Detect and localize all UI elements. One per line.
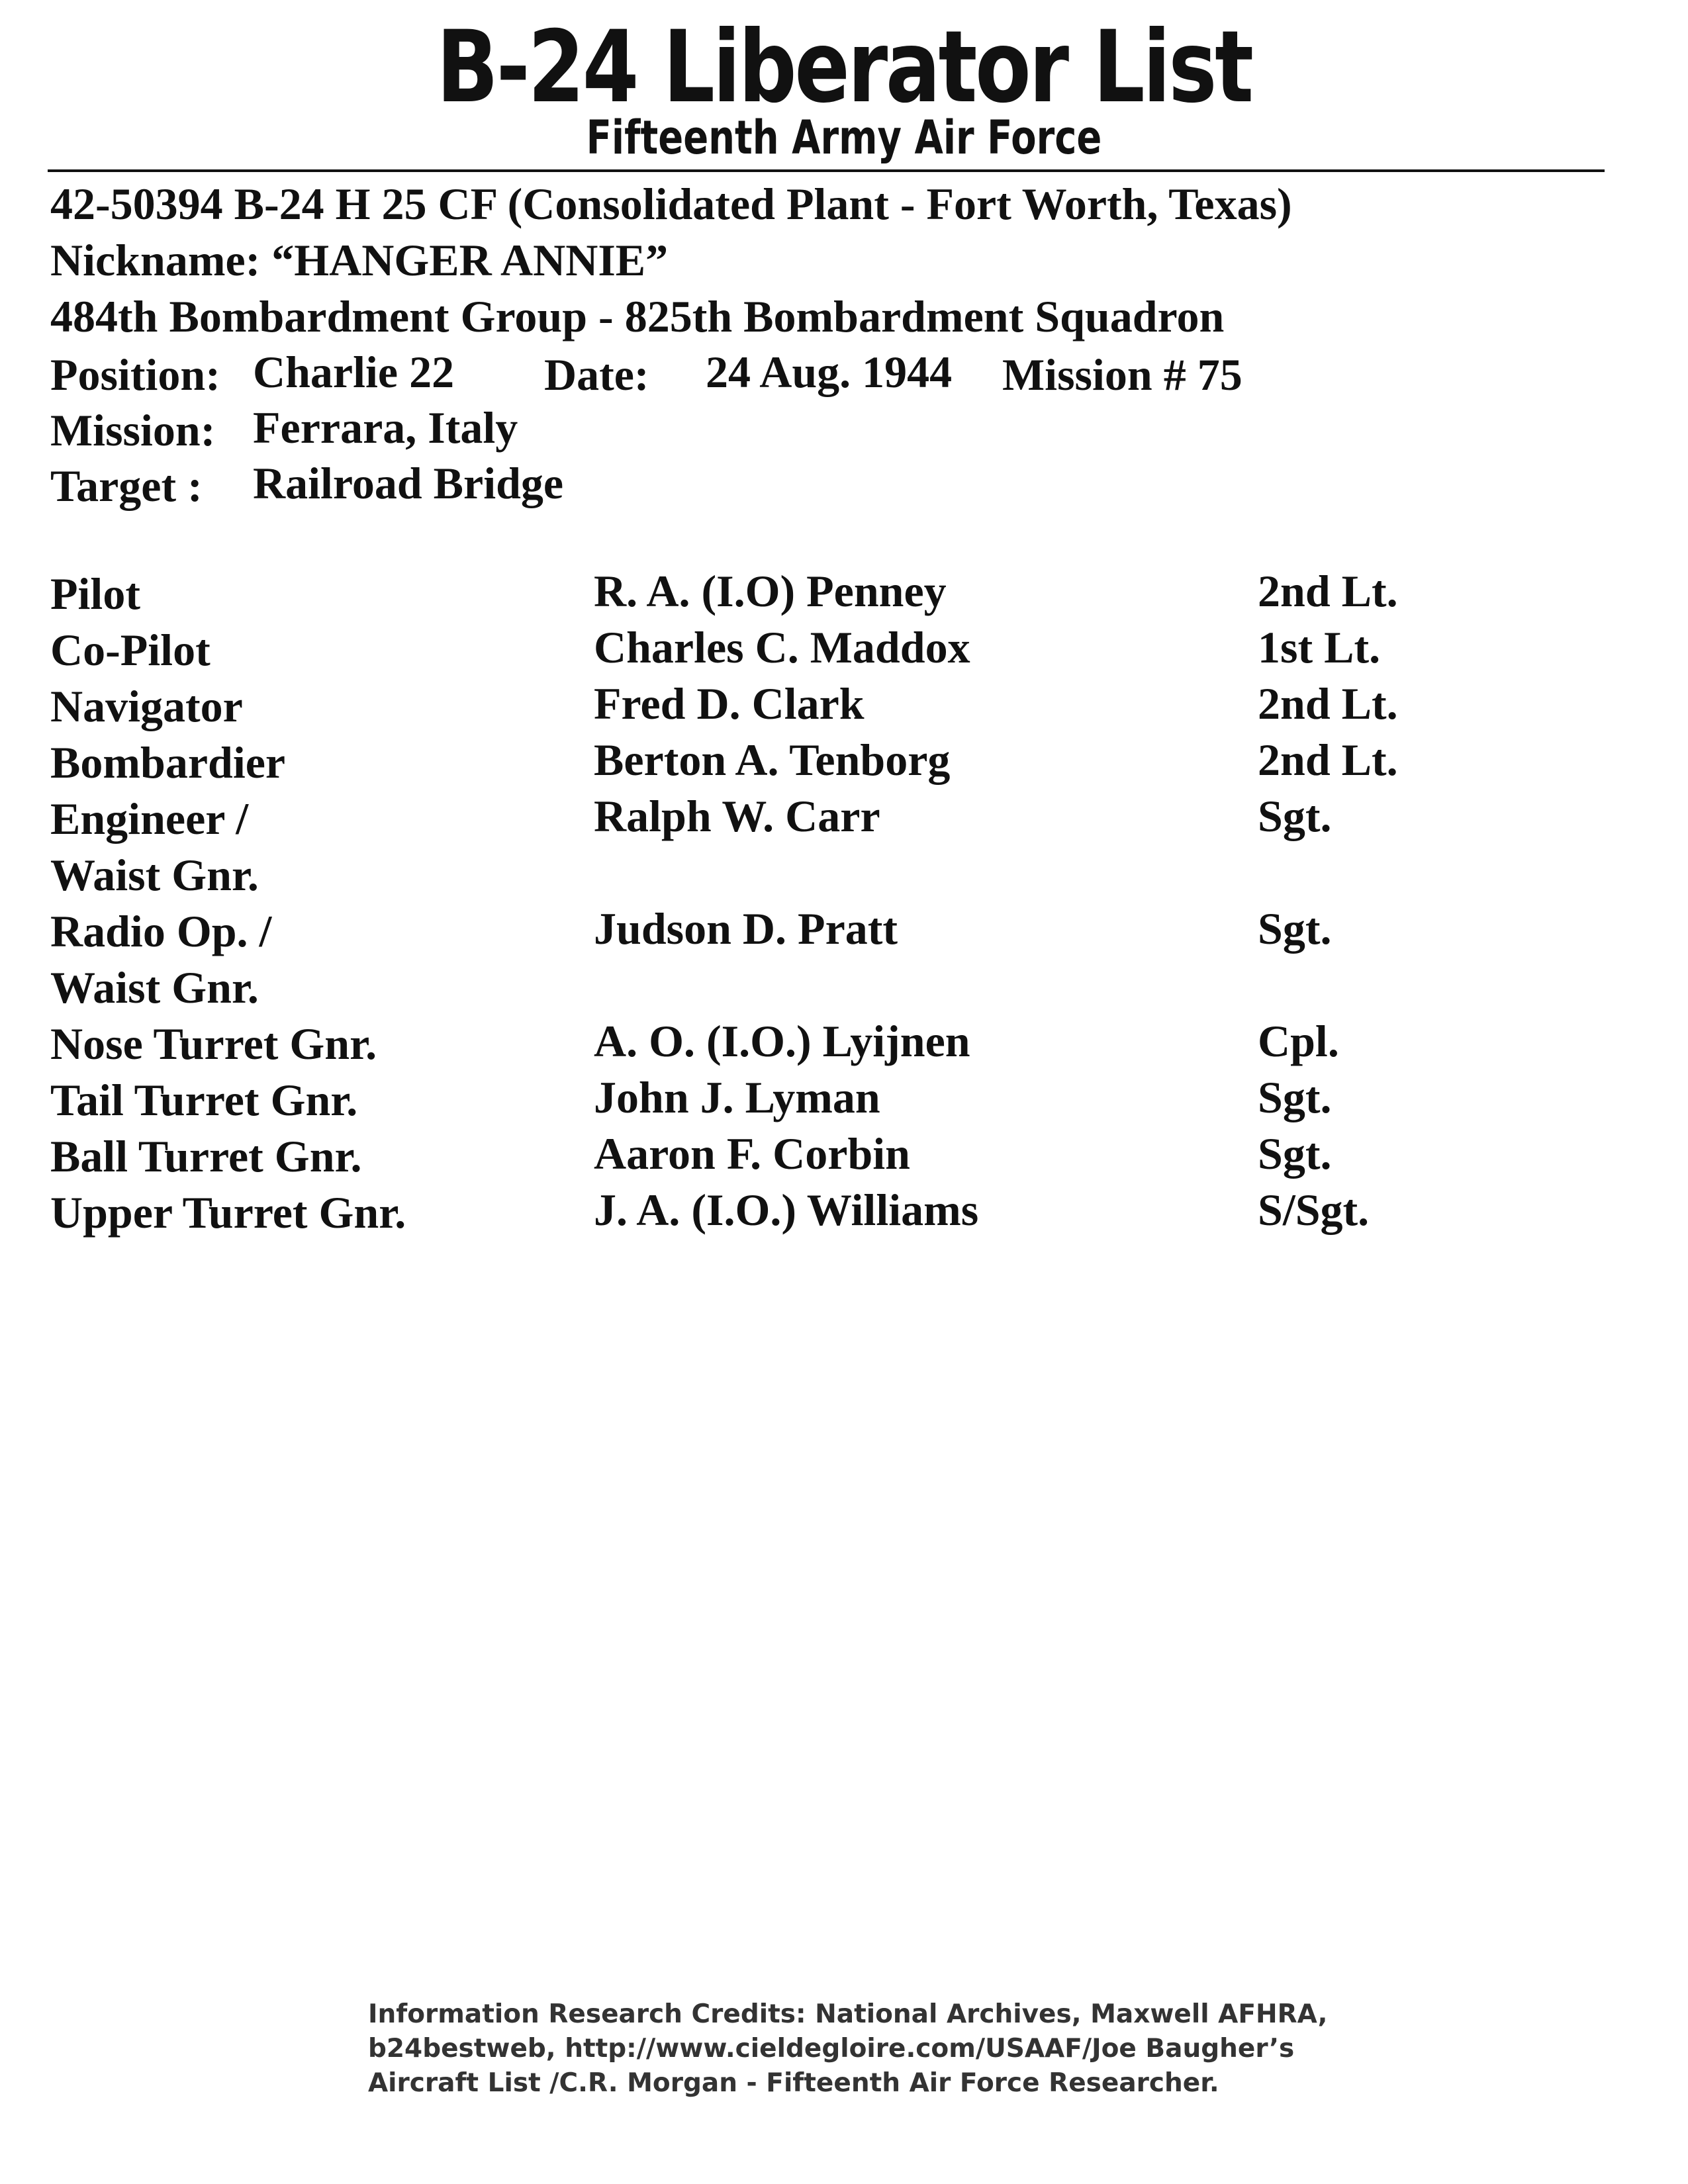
crew-position: Radio Op. / xyxy=(50,906,272,956)
crew-position: Bombardier xyxy=(50,737,286,788)
crew-name: Berton A. Tenborg xyxy=(594,735,951,785)
crew-name: A. O. (I.O.) Lyijnen xyxy=(594,1016,970,1066)
crew-position: Co-Pilot xyxy=(50,625,211,675)
crew-rank: Sgt. xyxy=(1258,1128,1332,1179)
crew-position: Ball Turret Gnr. xyxy=(50,1131,362,1181)
crew-name: Charles C. Maddox xyxy=(594,622,970,672)
page-title: B-24 Liberator List xyxy=(436,10,1252,125)
mission-number: Mission # 75 xyxy=(1002,349,1243,400)
research-credits xyxy=(368,1997,1427,2101)
credits-line-3: Aircraft List /C.R. Morgan - Fifteenth Air Force Researcher. xyxy=(368,2068,1219,2098)
mission-value: Ferrara, Italy xyxy=(253,402,518,453)
unit-line: 484th Bombardment Group - 825th Bombardment Squadron xyxy=(50,291,1225,341)
crew-name: Ralph W. Carr xyxy=(594,791,880,841)
crew-position: Waist Gnr. xyxy=(50,850,259,900)
crew-name: Aaron F. Corbin xyxy=(594,1128,910,1179)
crew-rank: 2nd Lt. xyxy=(1258,735,1398,785)
position-label: Position: xyxy=(50,349,220,400)
crew-name: Judson D. Pratt xyxy=(594,903,898,954)
crew-position: Waist Gnr. xyxy=(50,962,259,1013)
crew-name: John J. Lyman xyxy=(594,1072,880,1122)
credits-line-1: Information Research Credits: National Archives, Maxwell AFHRA, xyxy=(368,1999,1328,2029)
crew-rank: 2nd Lt. xyxy=(1258,566,1398,616)
header-divider xyxy=(48,169,1605,172)
crew-rank: 1st Lt. xyxy=(1258,622,1381,672)
crew-name: J. A. (I.O.) Williams xyxy=(594,1185,979,1235)
crew-position: Pilot xyxy=(50,569,140,619)
crew-position: Tail Turret Gnr. xyxy=(50,1075,358,1125)
aircraft-serial-line: 42-50394 B-24 H 25 CF (Consolidated Plant - Fort Worth, Texas) xyxy=(50,179,1292,229)
crew-rank: S/Sgt. xyxy=(1258,1185,1370,1235)
credits-line-2: b24bestweb, http://www.cieldegloire.com/USAAF/Joe Baugher’s xyxy=(368,2034,1295,2064)
position-value: Charlie 22 xyxy=(253,347,455,397)
crew-rank: Sgt. xyxy=(1258,1072,1332,1122)
crew-position: Engineer / xyxy=(50,794,249,844)
crew-position: Navigator xyxy=(50,681,243,731)
crew-rank: Cpl. xyxy=(1258,1016,1339,1066)
crew-rank: Sgt. xyxy=(1258,791,1332,841)
date-label: Date: xyxy=(544,349,649,400)
target-label: Target : xyxy=(50,461,203,511)
date-value: 24 Aug. 1944 xyxy=(706,347,953,397)
crew-rank: 2nd Lt. xyxy=(1258,678,1398,729)
crew-position: Nose Turret Gnr. xyxy=(50,1019,377,1069)
crew-name: R. A. (I.O) Penney xyxy=(594,566,947,616)
crew-rank: Sgt. xyxy=(1258,903,1332,954)
page-subtitle: Fifteenth Army Air Force xyxy=(586,111,1102,165)
target-value: Railroad Bridge xyxy=(253,458,564,508)
aircraft-nickname: Nickname: “HANGER ANNIE” xyxy=(50,235,669,285)
crew-position: Upper Turret Gnr. xyxy=(50,1187,406,1238)
mission-label: Mission: xyxy=(50,405,216,455)
crew-name: Fred D. Clark xyxy=(594,678,865,729)
